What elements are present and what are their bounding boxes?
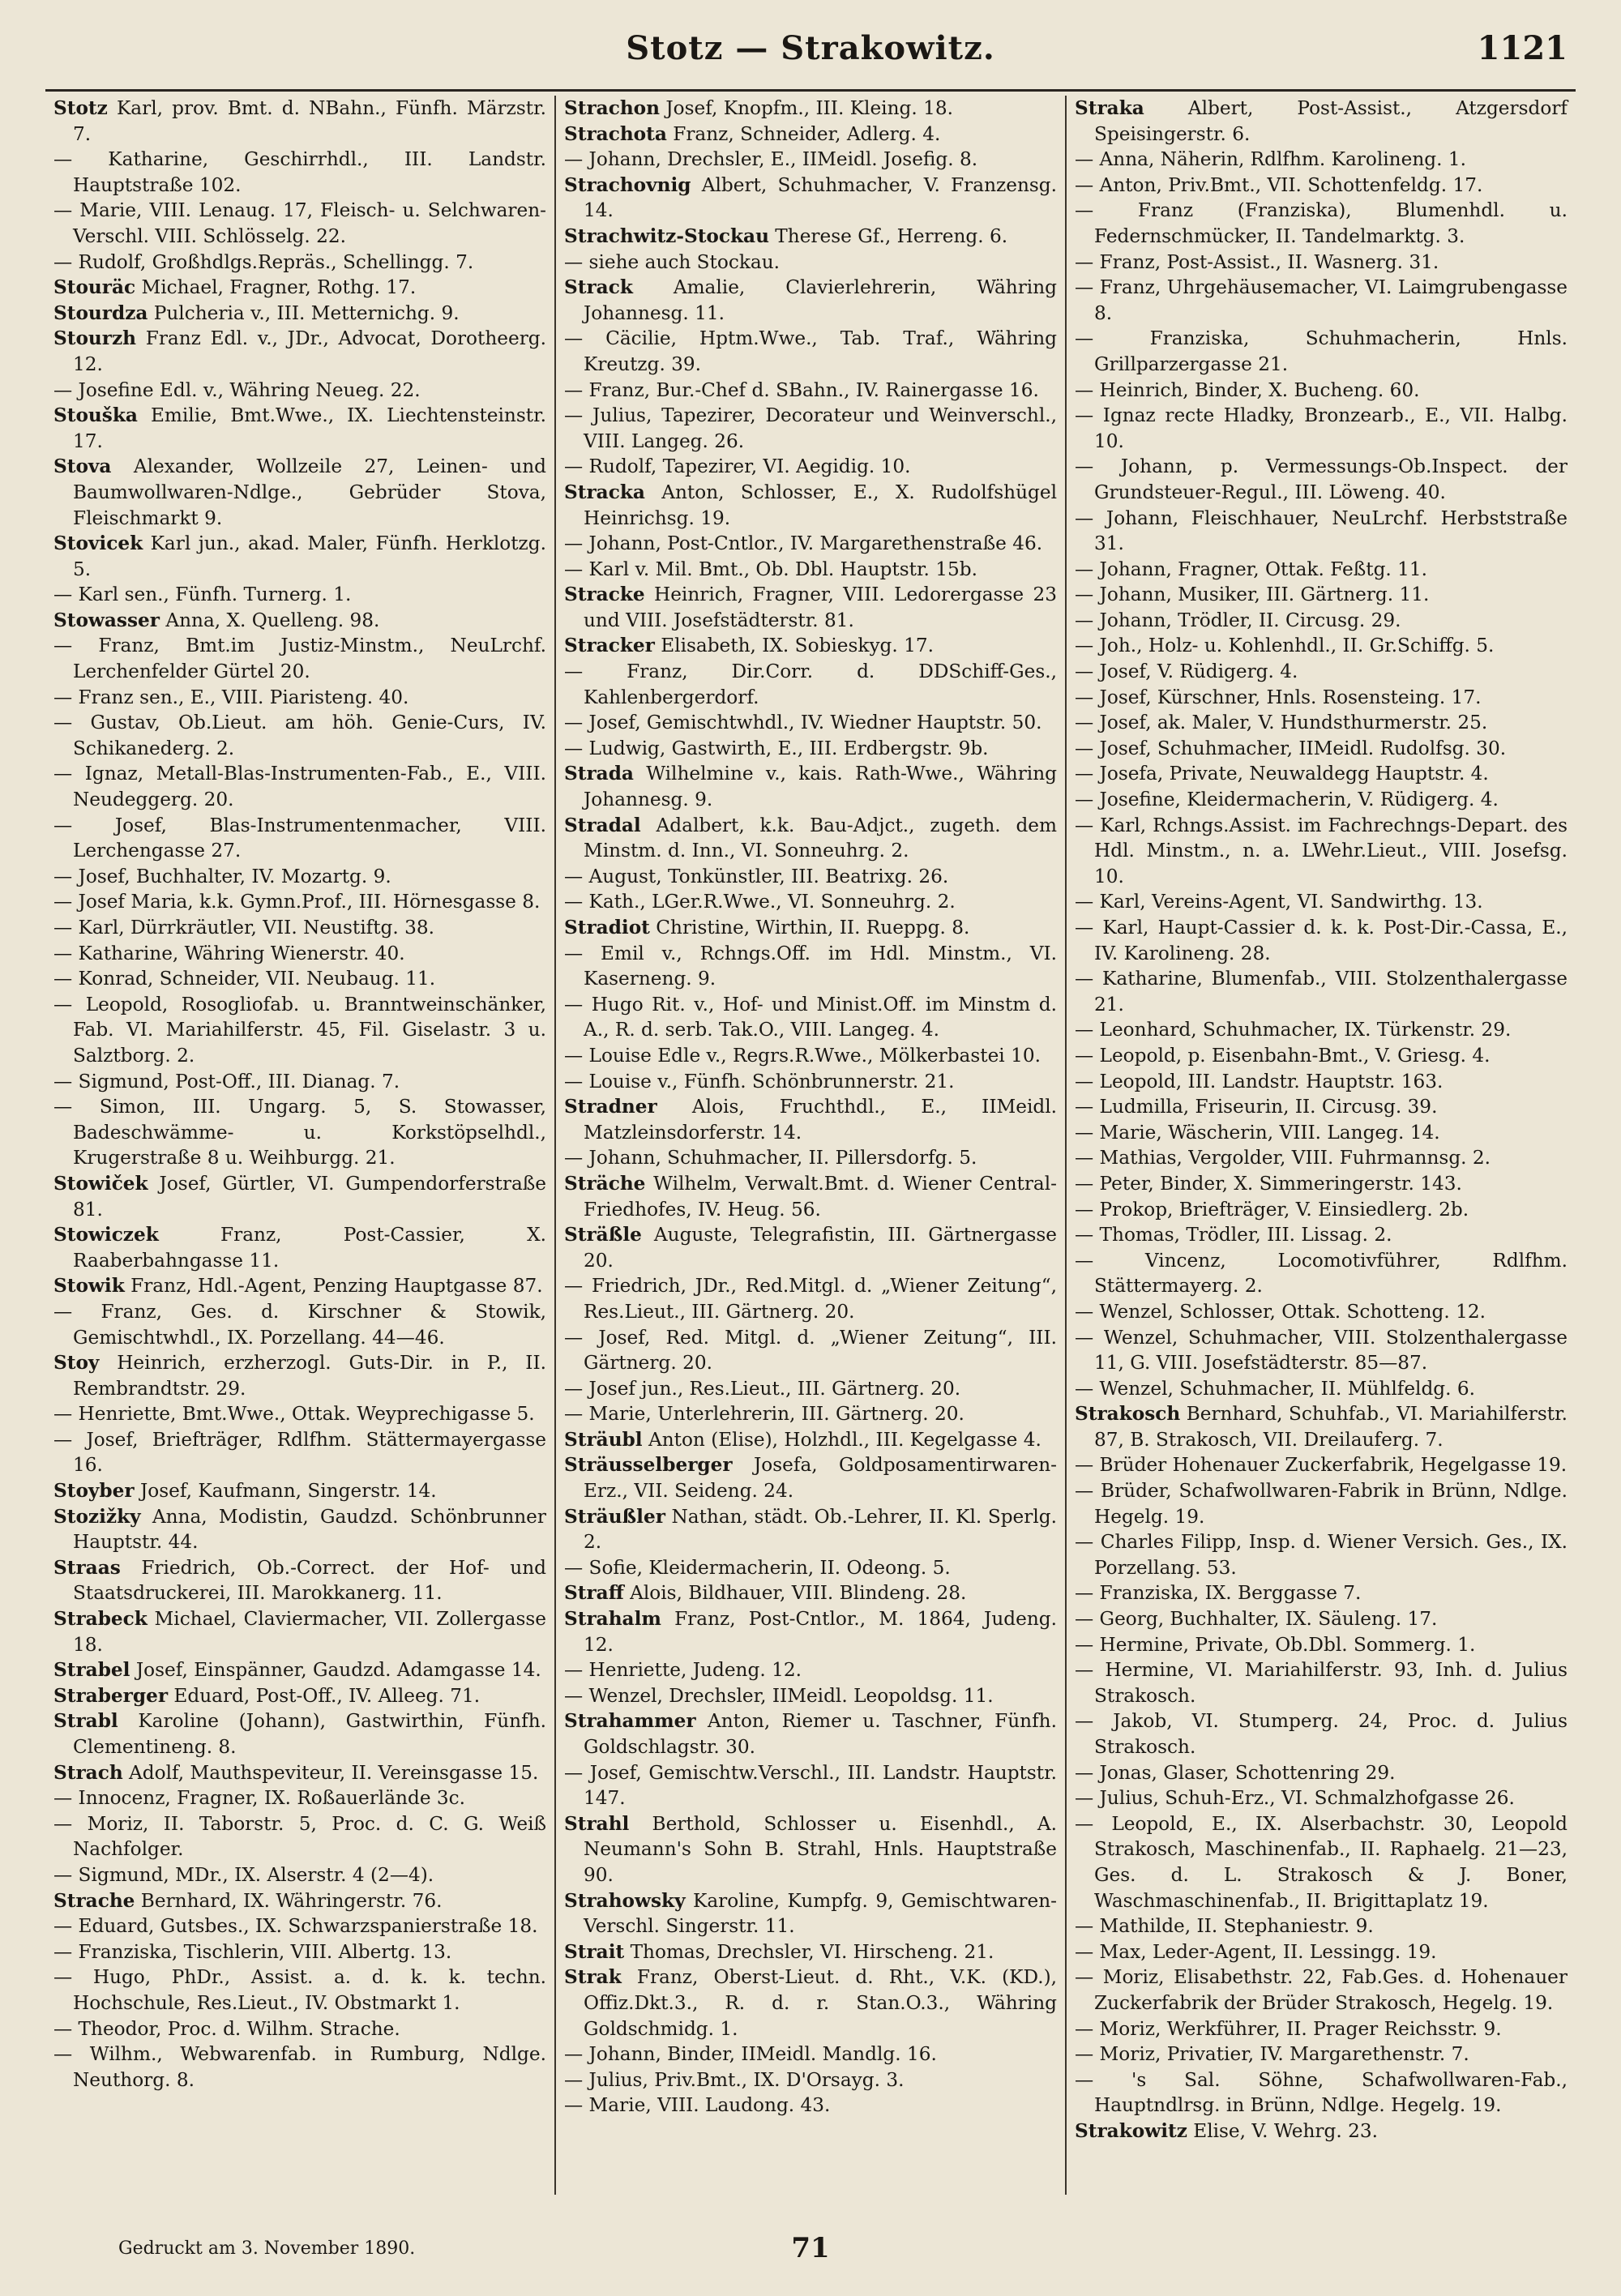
- directory-entry: Stouška Emilie, Bmt.Wwe., IX. Liechtensteinstr. 17.: [53, 404, 546, 452]
- directory-entry: — Joh., Holz- u. Kohlenhdl., II. Gr.Schiffg. 5.: [1075, 635, 1495, 657]
- directory-entry: — Brüder Hohenauer Zuckerfabrik, Hegelgasse 19.: [1075, 1454, 1568, 1477]
- directory-entry: — Emil v., Rchngs.Off. im Hdl. Minstm., VI. Kaserneng. 9.: [564, 942, 1057, 990]
- directory-entry: — Leopold, III. Landstr. Hauptstr. 163.: [1075, 1070, 1444, 1092]
- directory-entry: Stradal Adalbert, k.k. Bau-Adjct., zugeth. dem Minstm. d. Inn., VI. Sonneuhrg. 2.: [564, 814, 1057, 862]
- directory-entry: — Julius, Priv.Bmt., IX. D'Orsayg. 3.: [564, 2068, 905, 2091]
- directory-entry: — Johann, Musiker, III. Gärtnerg. 11.: [1075, 584, 1430, 606]
- directory-entry: — Mathias, Vergolder, VIII. Fuhrmannsg. 2.: [1075, 1147, 1491, 1169]
- print-date: Gedruckt am 3. November 1890.: [118, 2238, 416, 2259]
- directory-entry: Strabeck Michael, Claviermacher, VII. Zollergasse 18.: [53, 1608, 546, 1656]
- sheet-number: 71: [791, 2232, 830, 2264]
- directory-entry: — 's Sal. Söhne, Schafwollwaren-Fab., Hauptndlrsg. in Brünn, Ndlge. Hegelg. 19.: [1075, 2068, 1568, 2117]
- directory-entry: — Leopold, Rosogliofab. u. Branntweinschänker, Fab. VI. Mariahilferstr. 45, Fil. Giselastr. 3 u. Salztborg. 2.: [53, 993, 546, 1067]
- directory-entry: Straas Friedrich, Ob.-Correct. der Hof- und Staatsdruckerei, III. Marokkanerg. 11.: [53, 1556, 546, 1605]
- directory-entry: — Hermine, VI. Mariahilferstr. 93, Inh. d. Julius Strakosch.: [1075, 1659, 1568, 1707]
- directory-entry: — Josef, Gemischtwhdl., IV. Wiedner Hauptstr. 50.: [564, 712, 1042, 734]
- directory-entry: — Theodor, Proc. d. Wilhm. Strache.: [53, 2017, 400, 2040]
- directory-entry: Strache Bernhard, IX. Währingerstr. 76.: [53, 1889, 443, 1912]
- directory-entry: — Rudolf, Großhdlgs.Repräs., Schellingg. 7.: [53, 250, 474, 273]
- directory-entry: — Johann, Fragner, Ottak. Feßtg. 11.: [1075, 558, 1428, 580]
- directory-entry: — Josef, Gemischtw.Verschl., III. Landstr. Hauptstr. 147.: [564, 1761, 1057, 1810]
- directory-entry: — Katharine, Blumenfab., VIII. Stolzenthalergasse 21.: [1075, 968, 1568, 1015]
- directory-entry: — Jonas, Glaser, Schottenring 29.: [1075, 1761, 1396, 1784]
- directory-entry: Strahalm Franz, Post-Cntlor., M. 1864, Judeng. 12.: [564, 1608, 1057, 1656]
- directory-entry: Sträußler Nathan, städt. Ob.-Lehrer, II. Kl. Sperlg. 2.: [564, 1505, 1057, 1554]
- directory-entry: — Wenzel, Drechsler, IIMeidl. Leopoldsg. 11.: [564, 1684, 994, 1707]
- running-title: Stotz — Strakowitz.: [626, 29, 995, 67]
- directory-entry: — Karl v. Mil. Bmt., Ob. Dbl. Hauptstr. 15b.: [564, 558, 977, 580]
- directory-entry: Strabl Karoline (Johann), Gastwirthin, Fünfh. Clementineng. 8.: [53, 1710, 546, 1758]
- directory-entry: — Thomas, Trödler, III. Lissag. 2.: [1075, 1224, 1392, 1246]
- directory-entry: Stradner Alois, Fruchthdl., E., IIMeidl. Matzleinsdorferstr. 14.: [564, 1096, 1057, 1144]
- directory-entry: Stouräc Michael, Fragner, Rothg. 17.: [53, 276, 417, 299]
- directory-entry: — Charles Filipp, Insp. d. Wiener Versich. Ges., IX. Porzellang. 53.: [1075, 1531, 1568, 1579]
- directory-entry: — Leonhard, Schuhmacher, IX. Türkenstr. 29.: [1075, 1019, 1512, 1041]
- directory-entry: Strakowitz Elise, V. Wehrg. 23.: [1075, 2119, 1378, 2142]
- column-3: [1067, 96, 1576, 2195]
- directory-entry: — Hugo, PhDr., Assist. a. d. k. k. techn. Hochschule, Res.Lieut., IV. Obstmarkt 1.: [53, 1966, 546, 2014]
- directory-entry: — Brüder, Schafwollwaren-Fabrik in Brünn, Ndlge. Hegelg. 19.: [1075, 1480, 1568, 1528]
- directory-entry: — Innocenz, Fragner, IX. Roßauerlände 3c.: [53, 1787, 466, 1810]
- directory-entry: — Vincenz, Locomotivführer, Rdlfhm. Stättermayerg. 2.: [1075, 1249, 1568, 1298]
- header-rule: [45, 89, 1576, 92]
- directory-entry: — Karl, Rchngs.Assist. im Fachrechngs-Depart. des Hdl. Minstm., n. a. LWehr.Lieut., VIII. Josefsg. 10.: [1075, 814, 1568, 887]
- directory-entry: — Katharine, Geschirrhdl., III. Landstr. Hauptstraße 102.: [53, 148, 546, 196]
- directory-entry: — Josef, ak. Maler, V. Hundsthurmerstr. 25.: [1075, 712, 1488, 734]
- directory-entry: — Johann, Drechsler, E., IIMeidl. Josefig. 8.: [564, 148, 978, 171]
- directory-entry: Straka Albert, Post-Assist., Atzgersdorf Speisingerstr. 6.: [1075, 97, 1568, 145]
- directory-entry: — Josef, Schuhmacher, IIMeidl. Rudolfsg. 30.: [1075, 737, 1507, 759]
- directory-entry: Strachovnig Albert, Schuhmacher, V. Franzensg. 14.: [564, 173, 1057, 222]
- directory-entry: — Josef jun., Res.Lieut., III. Gärtnerg. 20.: [564, 1377, 961, 1400]
- directory-entry: — Friedrich, JDr., Red.Mitgl. d. „Wiener Zeitung“, Res.Lieut., III. Gärtnerg. 20.: [564, 1275, 1057, 1323]
- directory-entry: — Franz, Bmt.im Justiz-Minstm., NeuLrchf. Lerchenfelder Gürtel 20.: [53, 635, 546, 683]
- directory-entry: — Ignaz recte Hladky, Bronzearb., E., VII. Halbg. 10.: [1075, 404, 1568, 452]
- directory-entry: — Rudolf, Tapezirer, VI. Aegidig. 10.: [564, 455, 911, 478]
- directory-entry: — Sofie, Kleidermacherin, II. Odeong. 5.: [564, 1556, 951, 1579]
- directory-entry: — Josef, Red. Mitgl. d. „Wiener Zeitung“, III. Gärtnerg. 20.: [564, 1326, 1057, 1375]
- directory-entry: Stovicek Karl jun., akad. Maler, Fünfh. Herklotzg. 5.: [53, 532, 546, 580]
- directory-entry: — Moriz, II. Taborstr. 5, Proc. d. C. G. Weiß Nachfolger.: [53, 1812, 546, 1861]
- directory-entry: — Julius, Schuh-Erz., VI. Schmalzhofgasse 26.: [1075, 1787, 1515, 1810]
- column-1: [45, 96, 556, 2195]
- directory-entry: — Josef, Buchhalter, IV. Mozartg. 9.: [53, 865, 391, 887]
- directory-entry: Strahl Berthold, Schlosser u. Eisenhdl., A. Neumann's Sohn B. Strahl, Hnls. Hauptstraße 90.: [564, 1812, 1057, 1886]
- directory-entry: — Franziska, IX. Berggasse 7.: [1075, 1582, 1362, 1605]
- directory-entry: — Eduard, Gutsbes., IX. Schwarzspanierstraße 18.: [53, 1915, 538, 1938]
- directory-entry: Strachota Franz, Schneider, Adlerg. 4.: [564, 122, 941, 145]
- directory-entry: Straberger Eduard, Post-Off., IV. Alleeg. 71.: [53, 1684, 481, 1707]
- directory-entry: Strach Adolf, Mauthspeviteur, II. Vereinsgasse 15.: [53, 1761, 539, 1784]
- directory-entry: Stracka Anton, Schlosser, E., X. Rudolfshügel Heinrichsg. 19.: [564, 481, 1057, 529]
- directory-entry: — Josefine, Kleidermacherin, V. Rüdigerg. 4.: [1075, 789, 1499, 811]
- directory-entry: — Heinrich, Binder, X. Bucheng. 60.: [1075, 378, 1420, 401]
- directory-entry: — Josef, Briefträger, Rdlfhm. Stättermayergasse 16.: [53, 1428, 546, 1477]
- directory-entry: Stracker Elisabeth, IX. Sobieskyg. 17.: [564, 635, 935, 657]
- directory-entry: — Georg, Buchhalter, IX. Säuleng. 17.: [1075, 1608, 1438, 1631]
- directory-entry: Stowiczek Franz, Post-Cassier, X. Raaberbahngasse 11.: [53, 1224, 546, 1272]
- directory-entry: — Hermine, Private, Ob.Dbl. Sommerg. 1.: [1075, 1633, 1476, 1656]
- page-header: [45, 29, 1576, 83]
- directory-entry: Stourzh Franz Edl. v., JDr., Advocat, Dorotheerg. 12.: [53, 327, 546, 375]
- directory-entry: — Moriz, Elisabethstr. 22, Fab.Ges. d. Hohenauer Zuckerfabrik der Brüder Strakosch, Hegelg. 19.: [1075, 1966, 1568, 2014]
- directory-entry: Strahammer Anton, Riemer u. Taschner, Fünfh. Goldschlagstr. 30.: [564, 1710, 1057, 1758]
- directory-entry: — Josef, Blas-Instrumentenmacher, VIII. Lerchengasse 27.: [53, 814, 546, 862]
- directory-entry: — Peter, Binder, X. Simmeringerstr. 143.: [1075, 1172, 1462, 1195]
- directory-entry: — Jakob, VI. Stumperg. 24, Proc. d. Julius Strakosch.: [1075, 1710, 1568, 1758]
- directory-entry: — Franz, Dir.Corr. d. DDSchiff-Ges., Kahlenbergerdorf.: [564, 661, 1057, 708]
- directory-entry: — Johann, Trödler, II. Circusg. 29.: [1075, 609, 1401, 631]
- directory-entry: Strada Wilhelmine v., kais. Rath-Wwe., Währing Johannesg. 9.: [564, 763, 1057, 811]
- directory-entry: Stoy Heinrich, erzherzogl. Guts-Dir. in P., II. Rembrandtstr. 29.: [53, 1352, 546, 1400]
- directory-entry: — Johann, Fleischhauer, NeuLrchf. Herbststraße 31.: [1075, 507, 1568, 555]
- directory-entry: — Max, Leder-Agent, II. Lessingg. 19.: [1075, 1940, 1437, 1963]
- directory-entry: — Moriz, Privatier, IV. Margarethenstr. 7.: [1075, 2043, 1469, 2066]
- page-number: 1121: [1477, 29, 1568, 67]
- directory-entry: — Johann, p. Vermessungs-Ob.Inspect. der Grundsteuer-Regul., III. Löweng. 40.: [1075, 455, 1568, 503]
- directory-entry: Strabel Josef, Einspänner, Gaudzd. Adamgasse 14.: [53, 1659, 541, 1682]
- directory-entry: — Johann, Binder, IIMeidl. Mandlg. 16.: [564, 2043, 937, 2066]
- directory-entry: — Simon, III. Ungarg. 5, S. Stowasser, Badeschwämme- u. Korkstöpselhdl., Krugerstraße 8 u. Weihburgg. 21.: [53, 1096, 546, 1169]
- directory-entry: Stotz Karl, prov. Bmt. d. NBahn., Fünfh. Märzstr. 7.: [53, 97, 546, 145]
- directory-entry: Strack Amalie, Clavierlehrerin, Währing Johannesg. 11.: [564, 276, 1057, 324]
- directory-entry: Strachwitz-Stockau Therese Gf., Herreng. 6.: [564, 224, 1008, 247]
- directory-entry: — Franz, Uhrgehäusemacher, VI. Laimgrubengasse 8.: [1075, 276, 1568, 324]
- directory-entry: — Marie, Wäscherin, VIII. Langeg. 14.: [1075, 1121, 1440, 1144]
- directory-entry: — Moriz, Werkführer, II. Prager Reichsstr. 9.: [1075, 2017, 1502, 2040]
- directory-entry: — Leopold, E., IX. Alserbachstr. 30, Leopold Strakosch, Maschinenfab., II. Raphaelg. 21—23, Ges. d. L. Strakosch & J. Boner, Waschmaschinenfab., II. Brigittaplatz 19.: [1075, 1812, 1568, 1912]
- directory-entry: — Henriette, Judeng. 12.: [564, 1659, 802, 1682]
- directory-entry: — Sigmund, MDr., IX. Alserstr. 4 (2—4).: [53, 1863, 434, 1886]
- directory-entry: Stozižky Anna, Modistin, Gaudzd. Schönbrunner Hauptstr. 44.: [53, 1505, 546, 1554]
- directory-entry: Sträubl Anton (Elise), Holzhdl., III. Kegelgasse 4.: [564, 1428, 1041, 1451]
- directory-entry: — Josef, Kürschner, Hnls. Rosensteing. 17.: [1075, 686, 1482, 708]
- directory-entry: — Hugo Rit. v., Hof- und Minist.Off. im Minstm d. A., R. d. serb. Tak.O., VIII. Langeg. 4.: [564, 993, 1057, 1041]
- directory-entry: — Louise Edle v., Regrs.R.Wwe., Mölkerbastei 10.: [564, 1044, 1041, 1067]
- directory-entry: Sträche Wilhelm, Verwalt.Bmt. d. Wiener Central-Friedhofes, IV. Heug. 56.: [564, 1172, 1057, 1221]
- directory-entry: Sträßle Auguste, Telegrafistin, III. Gärtnergasse 20.: [564, 1224, 1057, 1272]
- directory-entry: — Louise v., Fünfh. Schönbrunnerstr. 21.: [564, 1070, 955, 1092]
- directory-entry: — Franz, Bur.-Chef d. SBahn., IV. Rainergasse 16.: [564, 378, 1039, 401]
- directory-entry: Stoyber Josef, Kaufmann, Singerstr. 14.: [53, 1480, 437, 1503]
- directory-entry: — Wenzel, Schuhmacher, II. Mühlfeldg. 6.: [1075, 1377, 1476, 1400]
- directory-entry: Stowik Franz, Hdl.-Agent, Penzing Hauptgasse 87.: [53, 1275, 543, 1298]
- directory-entry: Stourdza Pulcheria v., III. Metternichg. 9.: [53, 301, 460, 324]
- column-2: [556, 96, 1067, 2195]
- directory-entry: — Leopold, p. Eisenbahn-Bmt., V. Griesg. 4.: [1075, 1044, 1491, 1067]
- directory-entry: — Karl, Haupt-Cassier d. k. k. Post-Dir.-Cassa, E., IV. Karolineng. 28.: [1075, 917, 1568, 964]
- directory-entry: — Karl, Dürrkräutler, VII. Neustiftg. 38.: [53, 917, 435, 938]
- directory-entry: Stowasser Anna, X. Quelleng. 98.: [53, 609, 380, 631]
- directory-entry: — Wenzel, Schlosser, Ottak. Schotteng. 12.: [1075, 1300, 1486, 1323]
- directory-entry: — Marie, VIII. Laudong. 43.: [564, 2094, 831, 2117]
- directory-entry: — Franziska, Schuhmacherin, Hnls. Grillparzergasse 21.: [1075, 327, 1568, 375]
- directory-entry: Stowiček Josef, Gürtler, VI. Gumpendorferstraße 81.: [53, 1172, 546, 1221]
- directory-entry: — Ignaz, Metall-Blas-Instrumenten-Fab., E., VIII. Neudeggerg. 20.: [53, 763, 546, 811]
- directory-entry: — Henriette, Bmt.Wwe., Ottak. Weyprechigasse 5.: [53, 1403, 535, 1426]
- directory-entry: Sträusselberger Josefa, Goldposamentirwaren-Erz., VII. Seideng. 24.: [564, 1454, 1057, 1503]
- directory-entry: Stracke Heinrich, Fragner, VIII. Ledorergasse 23 und VIII. Josefstädterstr. 81.: [564, 584, 1057, 631]
- directory-entry: — Karl sen., Fünfh. Turnerg. 1.: [53, 584, 352, 606]
- directory-entry: — Johann, Post-Cntlor., IV. Margarethenstraße 46.: [564, 532, 1043, 555]
- directory-entry: — Wenzel, Schuhmacher, VIII. Stolzenthalergasse 11, G. VIII. Josefstädterstr. 85—87.: [1075, 1326, 1568, 1375]
- directory-entry: — Josef, V. Rüdigerg. 4.: [1075, 661, 1298, 683]
- page-footer: [45, 2232, 1576, 2264]
- directory-entry: — Ludwig, Gastwirth, E., III. Erdbergstr. 9b.: [564, 737, 989, 759]
- directory-entry: — Karl, Vereins-Agent, VI. Sandwirthg. 13.: [1075, 891, 1483, 913]
- directory-entry: Straff Alois, Bildhauer, VIII. Blindeng. 28.: [564, 1582, 967, 1605]
- directory-entry: — Franz, Post-Assist., II. Wasnerg. 31.: [1075, 250, 1439, 273]
- directory-entry: — Gustav, Ob.Lieut. am höh. Genie-Curs, IV. Schikanederg. 2.: [53, 712, 546, 759]
- directory-entry: — Marie, Unterlehrerin, III. Gärtnerg. 20.: [564, 1403, 964, 1426]
- directory-entry: — Franz sen., E., VIII. Piaristeng. 40.: [53, 686, 409, 708]
- directory-entry: — siehe auch Stockau.: [564, 250, 780, 273]
- directory-entry: — Franziska, Tischlerin, VIII. Albertg. 13.: [53, 1940, 452, 1963]
- directory-entry: Strak Franz, Oberst-Lieut. d. Rht., V.K. (KD.), Offiz.Dkt.3., R. d. r. Stan.O.3., Währing Goldschmidg. 1.: [564, 1966, 1057, 2040]
- directory-entry: Strachon Josef, Knopfm., III. Kleing. 18.: [564, 97, 953, 119]
- directory-entry: — Johann, Schuhmacher, II. Pillersdorfg. 5.: [564, 1147, 977, 1169]
- directory-entry: Stradiot Christine, Wirthin, II. Rueppg. 8.: [564, 917, 970, 938]
- directory-entry: — Cäcilie, Hptm.Wwe., Tab. Traf., Währing Kreutzg. 39.: [564, 327, 1057, 375]
- directory-entry: — Sigmund, Post-Off., III. Dianag. 7.: [53, 1070, 400, 1092]
- directory-entry: — Marie, VIII. Lenaug. 17, Fleisch- u. Selchwaren-Verschl. VIII. Schlösselg. 22.: [53, 199, 546, 247]
- directory-entry: — Konrad, Schneider, VII. Neubaug. 11.: [53, 968, 436, 990]
- directory-entry: — Josef Maria, k.k. Gymn.Prof., III. Hörnesgasse 8.: [53, 891, 541, 913]
- directory-entry: — Anton, Priv.Bmt., VII. Schottenfeldg. 17.: [1075, 173, 1483, 196]
- directory-entry: — Anna, Näherin, Rdlfhm. Karolineng. 1.: [1075, 148, 1466, 171]
- directory-entry: — Franz (Franziska), Blumenhdl. u. Federnschmücker, II. Tandelmarktg. 3.: [1075, 199, 1568, 247]
- directory-entry: — August, Tonkünstler, III. Beatrixg. 26.: [564, 865, 949, 887]
- directory-entry: Stova Alexander, Wollzeile 27, Leinen- und Baumwollwaren-Ndlge., Gebrüder Stova, Fleischmarkt 9.: [53, 455, 546, 529]
- directory-entry: — Prokop, Briefträger, V. Einsiedlerg. 2b.: [1075, 1198, 1469, 1221]
- directory-columns: [45, 96, 1576, 2195]
- directory-entry: — Ludmilla, Friseurin, II. Circusg. 39.: [1075, 1096, 1438, 1118]
- directory-entry: Strait Thomas, Drechsler, VI. Hirscheng. 21.: [564, 1940, 994, 1963]
- directory-entry: — Mathilde, II. Stephaniestr. 9.: [1075, 1915, 1374, 1938]
- directory-entry: — Kath., LGer.R.Wwe., VI. Sonneuhrg. 2.: [564, 891, 956, 913]
- directory-entry: — Katharine, Währing Wienerstr. 40.: [53, 942, 405, 964]
- directory-entry: — Julius, Tapezirer, Decorateur und Weinverschl., VIII. Langeg. 26.: [564, 404, 1057, 452]
- directory-entry: — Wilhm., Webwarenfab. in Rumburg, Ndlge. Neuthorg. 8.: [53, 2043, 546, 2091]
- directory-entry: Strakosch Bernhard, Schuhfab., VI. Mariahilferstr. 87, B. Strakosch, VII. Dreilauferg. 7.: [1075, 1403, 1568, 1451]
- directory-entry: — Josefa, Private, Neuwaldegg Hauptstr. 4.: [1075, 763, 1489, 785]
- directory-entry: — Josefine Edl. v., Währing Neueg. 22.: [53, 378, 421, 401]
- directory-entry: Strahowsky Karoline, Kumpfg. 9, Gemischtwaren-Verschl. Singerstr. 11.: [564, 1889, 1057, 1938]
- directory-entry: — Franz, Ges. d. Kirschner & Stowik, Gemischtwhdl., IX. Porzellang. 44—46.: [53, 1300, 546, 1349]
